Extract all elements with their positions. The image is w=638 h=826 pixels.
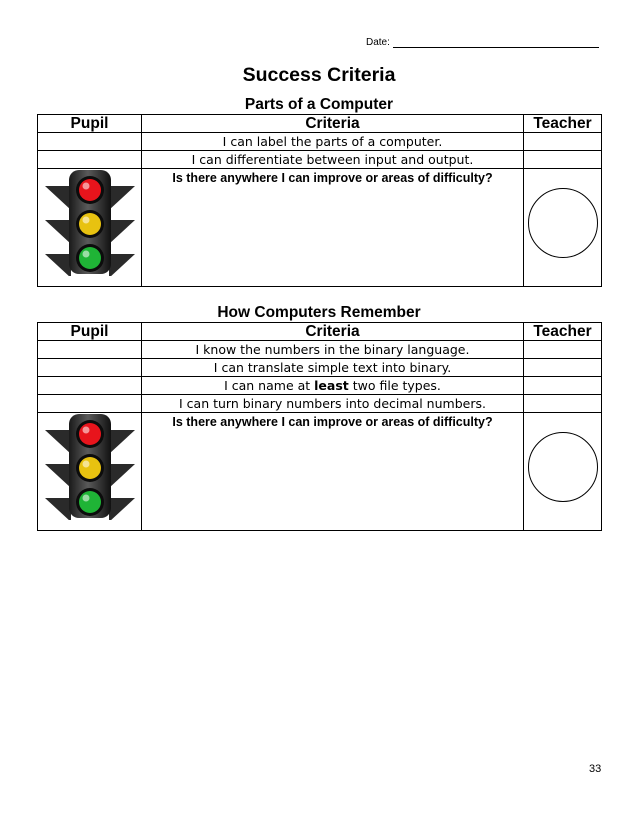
criteria-table-memory [37, 322, 602, 531]
criterion-text: I can differentiate between input and output. [142, 151, 524, 169]
reflection-question: Is there anywhere I can improve or areas of difficulty? [172, 415, 493, 429]
criterion-text: I can label the parts of a computer. [142, 133, 524, 151]
criterion-text: I can turn binary numbers into decimal numbers. [142, 395, 524, 413]
pupil-header: Pupil [38, 323, 142, 341]
table-row [38, 377, 602, 395]
amber-lamp [79, 213, 101, 235]
green-lamp-highlight [83, 495, 90, 502]
teacher-header: Teacher [524, 115, 602, 133]
section-title-memory: How Computers Remember [217, 304, 421, 321]
teacher-feedback-cell [524, 169, 602, 287]
teacher-feedback-circle[interactable] [528, 432, 598, 502]
traffic-light-cell [38, 413, 142, 531]
date-label: Date: [366, 37, 390, 48]
red-lamp-highlight [83, 183, 90, 190]
table-row [38, 359, 602, 377]
visor-left [45, 220, 71, 244]
visor-right [109, 254, 135, 276]
criterion-text [142, 377, 524, 395]
traffic-light-icon[interactable] [43, 412, 137, 520]
pupil-header: Pupil [38, 115, 142, 133]
visor-left [45, 254, 71, 276]
red-lamp [79, 423, 101, 445]
visor-right [109, 464, 135, 488]
visor-left [45, 498, 71, 520]
date-line[interactable] [393, 38, 599, 48]
table-header-row [38, 323, 602, 341]
pupil-cell[interactable] [38, 341, 142, 359]
traffic-light-icon[interactable] [43, 168, 137, 276]
teacher-cell[interactable] [524, 395, 602, 413]
reflection-row [38, 169, 602, 287]
criteria-header: Criteria [142, 115, 524, 133]
criterion-text-end: two file types. [348, 377, 441, 393]
visor-right [109, 430, 135, 454]
teacher-cell[interactable] [524, 359, 602, 377]
amber-lamp [79, 457, 101, 479]
pupil-cell[interactable] [38, 151, 142, 169]
visor-left [45, 464, 71, 488]
teacher-cell[interactable] [524, 341, 602, 359]
pupil-cell[interactable] [38, 395, 142, 413]
date-field [366, 37, 599, 48]
page-number: 33 [589, 763, 602, 775]
page-title: Success Criteria [242, 64, 396, 86]
teacher-feedback-circle[interactable] [528, 188, 598, 258]
table-header-row [38, 115, 602, 133]
criteria-table-parts [37, 114, 602, 287]
reflection-row [38, 413, 602, 531]
red-lamp [79, 179, 101, 201]
reflection-cell[interactable] [142, 169, 524, 287]
table-row [38, 341, 602, 359]
teacher-cell[interactable] [524, 133, 602, 151]
criteria-header: Criteria [142, 323, 524, 341]
visor-left [45, 186, 71, 210]
criterion-emphasis: least [314, 377, 349, 393]
reflection-question: Is there anywhere I can improve or areas of difficulty? [172, 171, 493, 185]
pupil-cell[interactable] [38, 133, 142, 151]
amber-lamp-highlight [83, 217, 90, 224]
visor-left [45, 430, 71, 454]
criterion-text-start: I can name at [224, 377, 315, 393]
table-row [38, 395, 602, 413]
green-lamp [79, 491, 101, 513]
visor-right [109, 220, 135, 244]
red-lamp-highlight [83, 427, 90, 434]
green-lamp [79, 247, 101, 269]
reflection-cell[interactable] [142, 413, 524, 531]
teacher-feedback-cell [524, 413, 602, 531]
pupil-cell[interactable] [38, 359, 142, 377]
visor-right [109, 186, 135, 210]
table-row [38, 133, 602, 151]
table-row [38, 151, 602, 169]
traffic-light-cell [38, 169, 142, 287]
visor-right [109, 498, 135, 520]
teacher-cell[interactable] [524, 377, 602, 395]
pupil-cell[interactable] [38, 377, 142, 395]
green-lamp-highlight [83, 251, 90, 258]
teacher-header: Teacher [524, 323, 602, 341]
criterion-text: I can translate simple text into binary. [142, 359, 524, 377]
section-title-parts: Parts of a Computer [244, 96, 394, 113]
criterion-text: I know the numbers in the binary language. [142, 341, 524, 359]
teacher-cell[interactable] [524, 151, 602, 169]
amber-lamp-highlight [83, 461, 90, 468]
